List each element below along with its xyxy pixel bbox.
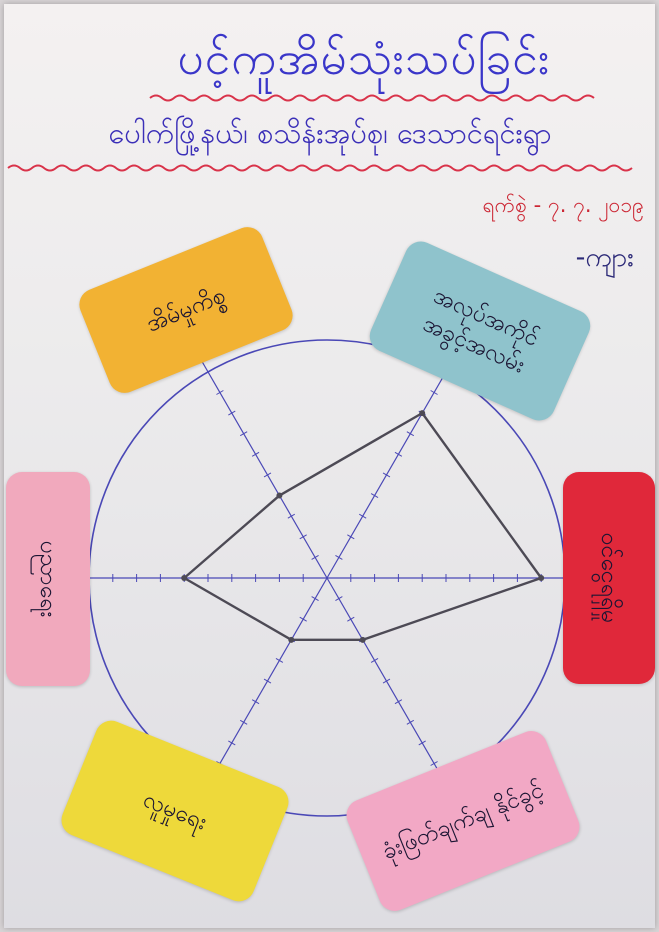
- data-point: [538, 575, 544, 581]
- category-label: အလုပ်အကိုင် အခွင့်အလမ်း: [419, 282, 543, 379]
- axis-tick: [216, 390, 223, 394]
- poster-date: ရက်စွဲ - ၇. ၇. ၂၀၁၉: [482, 193, 644, 217]
- data-point: [419, 410, 425, 416]
- axis-tick: [300, 617, 307, 621]
- category-label: အိမ်မှုကိစ္စ: [142, 282, 230, 338]
- axis-tick: [371, 658, 378, 662]
- poster-subtitle: ပေါက်ဖြို့နယ်၊ စသိန်းအုပ်စု၊ ဒေသာင်ရင်းရွာ: [108, 116, 552, 150]
- data-point: [360, 637, 366, 643]
- axis-tick: [264, 679, 271, 683]
- category-label: ဝင်ငွေရရှိမှု: [596, 532, 623, 624]
- axis-tick: [383, 679, 390, 683]
- axis-tick: [431, 762, 438, 766]
- axis-tick: [240, 720, 247, 724]
- axis-tick: [359, 514, 366, 518]
- axis-tick: [276, 658, 283, 662]
- axis-tick: [264, 473, 271, 477]
- axis-tick: [419, 741, 426, 745]
- category-card: [563, 472, 655, 684]
- axis-tick: [335, 597, 342, 601]
- axis-tick: [228, 411, 235, 415]
- axis-tick: [240, 432, 247, 436]
- axis-tick: [347, 535, 354, 539]
- axis-tick: [300, 535, 307, 539]
- axis-tick: [407, 432, 414, 436]
- axis-tick: [407, 720, 414, 724]
- axis-tick: [383, 473, 390, 477]
- axis-tick: [395, 700, 402, 704]
- data-point: [288, 637, 294, 643]
- data-point: [181, 575, 187, 581]
- axis-tick: [347, 617, 354, 621]
- category-label: ပညာရေး: [35, 540, 62, 618]
- poster-author: -ကျား: [575, 242, 634, 273]
- data-point: [276, 493, 282, 499]
- axis-tick: [205, 370, 212, 374]
- category-label: ခုံးဖြတ်ချက်ချ နိုင်ခွင့်: [378, 776, 548, 866]
- poster-title: ပင့်ကူအိမ်သုံးသပ်ခြင်း: [177, 31, 551, 85]
- axis-tick: [228, 741, 235, 745]
- axis-tick: [395, 452, 402, 456]
- axis-tick: [252, 452, 259, 456]
- data-series-polygon: [184, 413, 541, 640]
- axis-tick: [252, 700, 259, 704]
- axis-tick: [431, 390, 438, 394]
- axis-tick: [288, 514, 295, 518]
- axis-tick: [335, 555, 342, 559]
- axis-tick: [312, 555, 319, 559]
- axis-tick: [371, 494, 378, 498]
- category-label: လူမှုရေး: [139, 786, 211, 836]
- axis-tick: [312, 597, 319, 601]
- category-card: [6, 472, 90, 686]
